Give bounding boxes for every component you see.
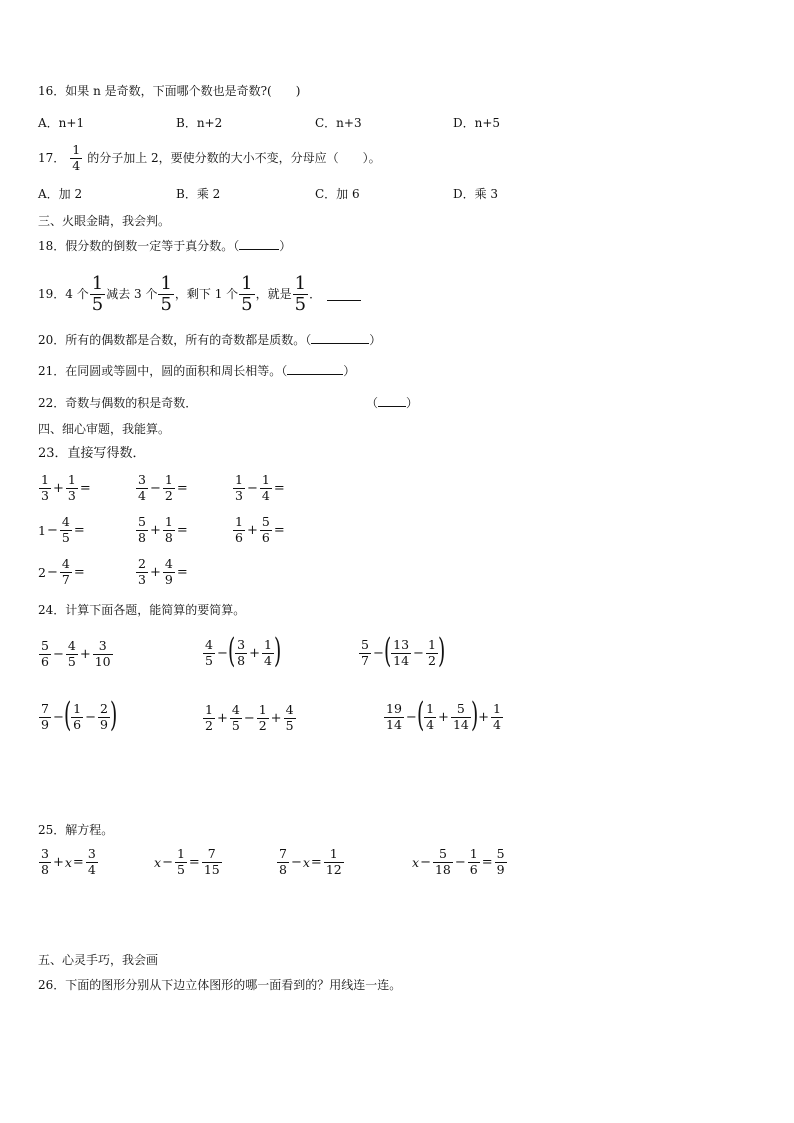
q23-numerator: 1 bbox=[164, 472, 173, 487]
question-26: 26．下面的图形分别从下边立体图形的哪一面看到的？用线连一连。 bbox=[38, 978, 402, 992]
q23-equals: = bbox=[73, 564, 85, 580]
question-16 bbox=[38, 83, 300, 99]
q19-f4-num: 1 bbox=[294, 272, 307, 294]
question-17-number: 17． bbox=[38, 151, 66, 165]
question-21 bbox=[38, 363, 355, 379]
q23-operator: + bbox=[149, 564, 161, 580]
q19-text-1: 19．4 个 bbox=[38, 287, 89, 301]
q19-f1-den: 5 bbox=[91, 293, 104, 315]
q23-fraction bbox=[163, 558, 175, 586]
q23-equals: = bbox=[176, 564, 188, 580]
q17-denominator: 4 bbox=[72, 157, 81, 173]
q22-close-paren: ） bbox=[406, 396, 419, 410]
q23-numerator: 5 bbox=[138, 514, 146, 529]
q23-denominator: 3 bbox=[235, 487, 243, 503]
q19-f2-num: 1 bbox=[160, 272, 172, 294]
q23-fraction bbox=[39, 474, 51, 502]
q19-fraction-4 bbox=[293, 272, 308, 315]
q23-operator: + bbox=[149, 522, 161, 538]
q23-denominator: 6 bbox=[235, 529, 243, 545]
q16-option-a: A．n+1 bbox=[38, 116, 85, 130]
q23-numerator: 1 bbox=[235, 514, 243, 529]
q23-equals: = bbox=[273, 522, 285, 538]
question-18 bbox=[38, 238, 291, 254]
q23-denominator: 6 bbox=[261, 529, 270, 545]
q23-denominator: 3 bbox=[138, 571, 146, 587]
q23-denominator: 8 bbox=[164, 529, 173, 545]
q19-f3-num: 1 bbox=[241, 272, 253, 294]
q23-integer: 1 bbox=[38, 522, 46, 538]
question-20-text: 20．所有的偶数都是合数，所有的奇数都是质数。（ bbox=[38, 333, 312, 347]
question-18-text: 18．假分数的倒数一定等于真分数。（ bbox=[38, 239, 240, 253]
question-19 bbox=[38, 272, 361, 316]
q23-item bbox=[232, 516, 286, 544]
section-5-heading: 五、心灵手巧，我会画 bbox=[38, 953, 159, 967]
q23-denominator: 8 bbox=[138, 529, 146, 545]
q23-numerator: 4 bbox=[164, 556, 173, 571]
q17-option-c: C．加 6 bbox=[315, 187, 360, 201]
q16-option-c: C．n+3 bbox=[315, 116, 362, 130]
q19-fraction-2 bbox=[158, 272, 173, 315]
question-25-title: 25．解方程。 bbox=[38, 823, 114, 837]
q23-operator: + bbox=[246, 522, 258, 538]
q21-answer-blank[interactable] bbox=[287, 374, 343, 375]
q16-option-b: B．n+2 bbox=[176, 116, 223, 130]
section-3-heading: 三、火眼金睛，我会判。 bbox=[38, 214, 171, 228]
q25-variable: x bbox=[412, 854, 420, 870]
q23-denominator: 3 bbox=[67, 487, 76, 503]
q24-expression-1: $\frac{5}{6}$ − $\frac{4}{5}$ + $\frac{3}{10}$ bbox=[41, 638, 111, 669]
q23-fraction bbox=[260, 474, 272, 502]
q23-fraction bbox=[60, 516, 72, 544]
q23-equals: = bbox=[273, 480, 285, 496]
q23-denominator: 4 bbox=[138, 487, 146, 503]
q23-fraction bbox=[163, 474, 175, 502]
q23-denominator: 7 bbox=[61, 571, 70, 587]
q24-expression-6: $\frac{19}{14}$ − ( $\frac{1}{4}$ + $\frac{5}{14}$ ) + $\frac{1}{4}$ bbox=[386, 695, 501, 735]
q22-answer bbox=[366, 395, 418, 411]
q23-numerator: 1 bbox=[41, 472, 49, 487]
q18-close-paren: ） bbox=[279, 239, 292, 253]
q23-fraction bbox=[233, 474, 245, 502]
q24-expression-4: $\frac{7}{9}$ − ( $\frac{1}{6}$ − $\frac{2}{9}$ ) bbox=[41, 695, 118, 735]
q23-fraction bbox=[136, 558, 148, 586]
q19-text-5: ． bbox=[309, 287, 322, 301]
question-20 bbox=[38, 332, 381, 348]
q25-equation-2: x − $\frac{1}{5}$ = $\frac{7}{15}$ bbox=[154, 846, 220, 877]
q24-expression-2: $\frac{4}{5}$ − ( $\frac{3}{8}$ + $\frac{1}{4}$ ) bbox=[205, 631, 282, 671]
q23-denominator: 9 bbox=[164, 571, 173, 587]
q20-close-paren: ） bbox=[369, 333, 382, 347]
q23-numerator: 1 bbox=[67, 472, 76, 487]
q24-expression-5: $\frac{1}{2}$ + $\frac{4}{5}$ − $\frac{1}{2}$ + $\frac{4}{5}$ bbox=[205, 702, 294, 733]
q19-f3-den: 5 bbox=[241, 293, 253, 315]
q19-f2-den: 5 bbox=[160, 293, 172, 315]
question-17-text: 的分子加上 2，要使分数的大小不变，分母应（ ）。 bbox=[87, 151, 381, 165]
q25-variable: x bbox=[64, 854, 72, 870]
section-4-heading: 四、细心审题，我能算。 bbox=[38, 422, 171, 436]
q23-fraction bbox=[260, 516, 272, 544]
q23-numerator: 4 bbox=[61, 556, 70, 571]
question-24-title: 24．计算下面各题，能简算的要简算。 bbox=[38, 603, 246, 617]
q23-numerator: 1 bbox=[164, 514, 173, 529]
q23-fraction bbox=[66, 474, 78, 502]
q23-denominator: 2 bbox=[164, 487, 173, 503]
q23-operator: − bbox=[149, 480, 161, 496]
q19-answer-blank[interactable] bbox=[327, 300, 361, 301]
q23-numerator: 3 bbox=[138, 472, 146, 487]
q23-fraction bbox=[60, 558, 72, 586]
q23-operator: − bbox=[46, 522, 58, 538]
q23-numerator: 2 bbox=[138, 556, 146, 571]
q23-integer: 2 bbox=[38, 564, 46, 580]
q23-fraction bbox=[136, 474, 148, 502]
q22-open-paren: （ bbox=[366, 396, 379, 410]
q23-item bbox=[135, 516, 189, 544]
q16-option-d: D．n+5 bbox=[453, 116, 501, 130]
question-22-text: 22．奇数与偶数的积是奇数． bbox=[38, 396, 198, 410]
q23-denominator: 4 bbox=[261, 487, 270, 503]
q21-close-paren: ） bbox=[343, 364, 356, 378]
q23-fraction bbox=[136, 516, 148, 544]
q23-numerator: 4 bbox=[61, 514, 70, 529]
q23-item bbox=[38, 558, 86, 586]
q17-option-d: D．乘 3 bbox=[453, 187, 499, 201]
q23-equals: = bbox=[79, 480, 91, 496]
q25-variable: x bbox=[302, 854, 310, 870]
question-23-title: 23．直接写得数． bbox=[38, 446, 146, 461]
q23-equals: = bbox=[176, 480, 188, 496]
q23-numerator: 1 bbox=[235, 472, 243, 487]
q19-fraction-1 bbox=[90, 272, 105, 315]
q19-f4-den: 5 bbox=[294, 293, 307, 315]
question-17 bbox=[38, 140, 381, 176]
q23-item bbox=[135, 558, 189, 586]
q23-numerator: 5 bbox=[261, 514, 270, 529]
q25-variable: x bbox=[154, 854, 162, 870]
q23-operator: − bbox=[46, 564, 58, 580]
q18-answer-blank[interactable] bbox=[239, 249, 279, 250]
q23-item bbox=[38, 474, 92, 502]
q19-f1-num: 1 bbox=[91, 272, 104, 294]
question-21-text: 21．在同圆或等圆中，圆的面积和周长相等。（ bbox=[38, 364, 288, 378]
q23-fraction bbox=[233, 516, 245, 544]
q19-text-3: ，剩下 1 个 bbox=[174, 287, 239, 301]
q23-item bbox=[232, 474, 286, 502]
q17-option-a: A．加 2 bbox=[38, 187, 83, 201]
q17-numerator: 1 bbox=[72, 142, 81, 157]
q17-fraction bbox=[70, 144, 82, 172]
q23-operator: − bbox=[246, 480, 258, 496]
q23-item bbox=[38, 516, 86, 544]
q23-equals: = bbox=[73, 522, 85, 538]
q25-equation-3: $\frac{7}{8}$ − x = $\frac{1}{12}$ bbox=[279, 846, 342, 877]
q22-answer-blank[interactable] bbox=[378, 406, 406, 407]
q23-denominator: 3 bbox=[41, 487, 49, 503]
q24-expression-3: $\frac{5}{7}$ − ( $\frac{13}{14}$ − $\frac{1}{2}$ ) bbox=[361, 631, 446, 671]
q20-answer-blank[interactable] bbox=[311, 343, 369, 344]
q23-denominator: 5 bbox=[61, 529, 70, 545]
q23-equals: = bbox=[176, 522, 188, 538]
q23-operator: + bbox=[52, 480, 64, 496]
q23-fraction bbox=[163, 516, 175, 544]
q17-option-b: B．乘 2 bbox=[176, 187, 221, 201]
q25-equation-4: x − $\frac{5}{18}$ − $\frac{1}{6}$ = $\frac{5}{9}$ bbox=[412, 846, 505, 877]
q19-text-4: ，就是 bbox=[255, 287, 292, 301]
q19-text-2: 减去 3 个 bbox=[106, 287, 158, 301]
q25-equation-1: $\frac{3}{8}$ + x = $\frac{3}{4}$ bbox=[41, 846, 96, 877]
q19-fraction-3 bbox=[239, 272, 254, 315]
q23-item bbox=[135, 474, 189, 502]
q23-numerator: 1 bbox=[261, 472, 270, 487]
question-16-text: 16．如果 n 是奇数，下面哪个数也是奇数?( ) bbox=[38, 84, 301, 98]
